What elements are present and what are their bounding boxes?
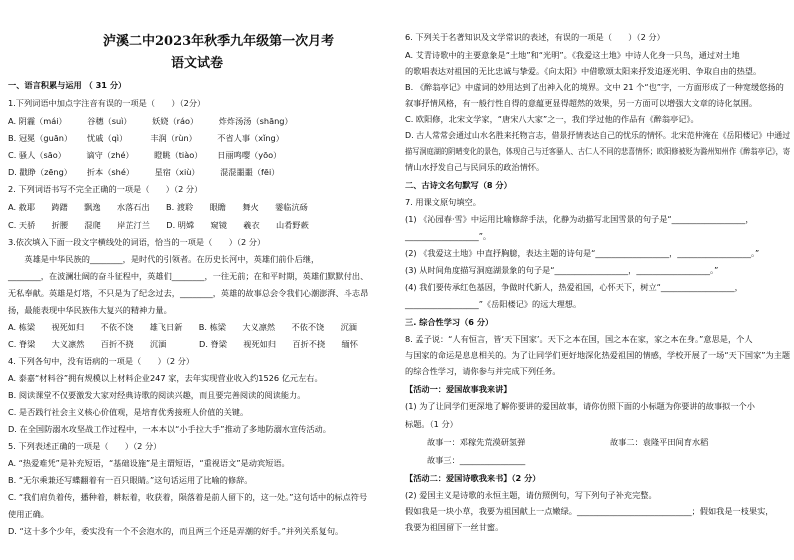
task-line: 标题。（1 分） [405,419,458,429]
option-row: C. 天骄 折腰 混爬 岸芷汀兰 D. 明嫦 窥镜 羲衣 山肴野蔌 [8,220,309,230]
option-row: 叙事抒情风格，有一般行性自得的意蕴更显得超然的效果，另一方面可以增强大文章的诗化氛围。 [405,98,758,108]
paragraph-line: 英雄是中华民族的________，是时代的引领者。在历史长河中，英雄们前仆后继， [8,254,320,264]
fill-blank-row: (4) 我们要传承红色基因，争做时代新人，热爱祖国，心怀天下，树立“__________________， [405,282,743,292]
activity-heading: 【活动一：爱国故事我来讲】 [405,384,512,394]
exam-subtitle: 语文试卷 [171,56,224,71]
task-line: (2) 爱国主义是诗歌的永恒主题，请仿照例句，写下列句子补充完整。 [405,490,657,500]
option-row: A. 泰嘉“材料谷”拥有规模以上材料企业247 家，去年实现营业收入约1526 亿元左右。 [8,373,323,383]
section-heading: 三. 综合性学习（6 分） [405,317,494,327]
option-row: A. “热爱难凭”是补充短语，“基础设施”是主谓短语，“重视语文”是动宾短语。 [8,458,290,468]
left-column [8,0,393,560]
option-row: C. 欧阳修，北宋文学家，“唐宋八大家”之一，我们学过他的作品有《醉翁亭记》。 [405,114,699,124]
option-row: C. 骚人（sāo） 谪守（zhé） 瞪眺（tiào） 日丽鸣嘤（yōo） [8,150,282,160]
option-row: 描写洞庭湖的阴晴变化的景色，体现自己与迁客骚人、古仁人不同的悲喜情怀；欧阳修被贬为滁州知州作《醉翁亭记》，寄 [405,146,791,156]
option-row: B. 阅读课堂不仅要激发大家对经典诗歌的阅读兴趣，而且要完善阅读的阅读能力。 [8,390,306,400]
question-stem: 2. 下列词语书写不完全正确的一项是（ ）（2 分） [8,184,203,194]
fill-blank-row: (3) 从时间角度描写洞庭湖景象的句子是“__________________，__________________。” [405,265,719,275]
option-row: C. 是否践行社会主义核心价值观，是培育优秀接班人价值的关键。 [8,407,249,417]
option-row: C. “我们肩负着传，播种着，耕耘着，收获着，陨落着是前人留下的，这一处。”这句话中的标点符号 [8,492,368,502]
paragraph-line: 与国家的命运是息息相关的。为了让同学们更好地深化热爱祖国的情感，学校开展了一场“天下国家”为主题 [405,350,791,360]
question-stem: 7. 用课文原句填空。 [405,197,481,207]
story-item: 故事三：________________ [427,455,526,465]
option-row: D. “这十多个少年，委实没有一个不会泡水的，而且两三个还是弄潮的好手。”并列关系复句。 [8,526,344,536]
fill-blank-row: __________________”《岳阳楼记》的远大理想。 [405,299,582,309]
fill-blank-row: (2) 《我爱这土地》中直抒胸臆，表达主题的诗句是“__________________，__________________。” [405,248,760,258]
task-line: (1) 为了让同学们更深地了解你要讲的爱国故事，请你仿照下面的小标题为你要讲的故事拟一个小 [405,401,755,411]
question-stem: 1.下列词语中加点字注音有误的一项是（ ）（2分） [8,98,206,108]
question-stem: 4. 下列各句中，没有语病的一项是（ ）（2 分） [8,356,195,366]
question-stem: 5. 下列表述正确的一项是（ ）（2 分） [8,441,162,451]
section-heading: 一、语言积累与运用 （ 31 分） [8,80,127,90]
option-row: A. 艾青诗歌中的主要意象是“土地”和“光明”。《我爱这土地》中诗人化身一只鸟，通过对土地 [405,50,740,60]
task-line: 假如我是一块小草，我要为祖国献上一点嫩绿。____________________________；假如我是一枝果实， [405,506,774,516]
paragraph-line: 扬，最能表现中华民族伟大复兴的精神力量。 [8,305,172,315]
task-line: 我要为祖国留下一丝甘蜜。 [405,522,504,532]
question-stem: 3.依次填入下面一段文字横线处的词语，恰当的一项是（ ）（2 分） [8,237,266,247]
fill-blank-row: __________________”。 [405,231,492,241]
option-row: B. “无尔乘兼还写蝶翻着有一百只眼睛。”这句话运用了比喻的修辞。 [8,475,253,485]
option-row: B. 《醉翁亭记》中虚词的妙用达到了出神入化的境界。文中 21 个“也”字，一方面形成了一种宽缓悠扬的 [405,82,784,92]
exam-title: 泸溪二中2023年秋季九年级第一次月考 [103,34,335,49]
option-row: A. 栋梁 视死如归 不依不饶 雄飞日新 B. 栋梁 大义凛然 不依不饶 沉湎 [8,322,357,332]
option-row: D. 古人常常会通过山水名胜来托物言志，借景抒情表达自己的忧乐的情怀。北宋范仲淹在《岳阳楼记》中通过 [405,130,791,140]
right-column [405,0,790,560]
paragraph-line: 的综合性学习，请你参与并完成下列任务。 [405,366,561,376]
story-item: 故事二：袁隆平田间育水稻 [610,437,709,447]
option-row: A. 赦耶 踌躇 飘逸 水落石出 B. 渡聆 眼瞻 舞火 霎临沆砀 [8,202,308,212]
option-row: 情山水抒发自己与民同乐的政治情怀。 [405,162,545,172]
story-item: 故事一：邓稼先荒漠研氢弹 [427,437,526,447]
option-row: D. 在全国防溺水攻坚战工作过程中，一本本以“小手拉大手”推动了多地防溺水宣传活动。 [8,424,331,434]
section-heading: 二、古诗文名句默写（8 分） [405,180,512,190]
option-row: D. 戳睁（zēng） 折本（shé） 星宿（xiù） 混混噩噩（fēi） [8,167,280,177]
option-row: B. 冠冕（guān） 忧戚（qì） 丰润（rùn） 不省人事（xǐng） [8,133,284,143]
option-row: 使用正确。 [8,509,49,519]
activity-heading: 【活动二：爱国诗歌我来书】（2 分） [405,473,541,483]
option-row: A. 阴霾（mái） 谷穗（suì） 妖娆（ráo） 炸炸汤汤（shāng） [8,116,293,126]
fill-blank-row: (1) 《沁园春·雪》中运用比喻修辞手法，化静为动描写北国雪景的句子是“__________________， [405,214,754,224]
paragraph-line: 8. 孟子说：“人有恒言，皆‘天下国家’。天下之本在国，国之本在家，家之本在身。”意思是，个人 [405,334,753,344]
paragraph-line: 无私奉献。英雄是灯塔，不只是为了纪念过去，________，英雄的故事总会令我们心潮澎湃、斗志昂 [8,288,369,298]
option-row: C. 脊梁 大义凛然 百折不挠 沉湎 D. 脊梁 视死如归 百折不挠 缅怀 [8,339,358,349]
question-stem: 6. 下列关于名著知识及文学常识的表述，有误的一项是（ ）（2 分） [405,32,665,42]
paragraph-line: ________，在波澜壮阔的奋斗征程中，英雄们________，一往无前；在和平时期，英雄们默默付出、 [8,271,369,281]
option-row: 的歌唱表达对祖国的无比忠诚与挚爱。《向太阳》中借歌颂太阳来抒发追逐光明、争取自由的热望。 [405,66,762,76]
